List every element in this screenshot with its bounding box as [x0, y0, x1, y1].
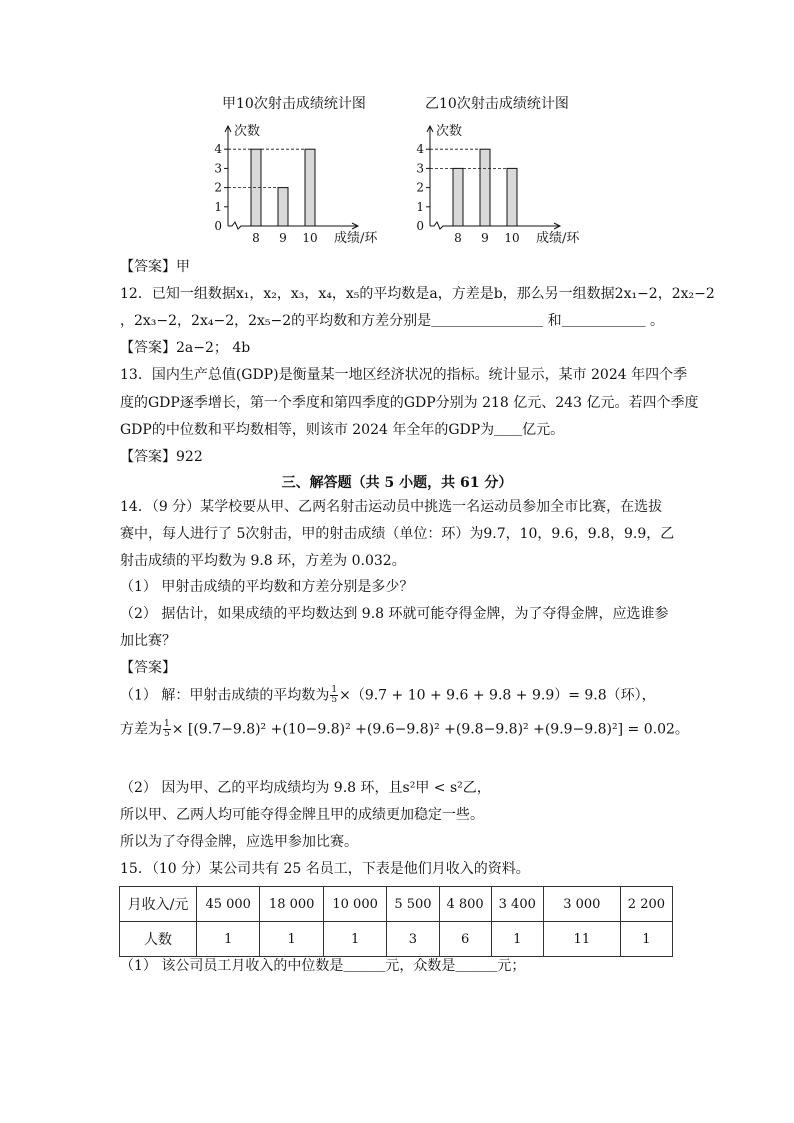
bar: [453, 168, 463, 226]
q14-line2: 赛中，每人进行了 5次射击，甲的射击成绩（单位：环）为9.7，10，9.6，9.8，9.9，乙: [120, 526, 675, 542]
q13-line2: 度的GDP逐季增长，第一个季度和第四季度的GDP分别为 218 亿元、243 亿元。若四个季度: [120, 395, 699, 411]
fraction: $\frac{1}{5}$: [331, 685, 338, 705]
table-cell: 1: [197, 922, 260, 957]
x-tick-label: 8: [252, 231, 260, 245]
fraction: $\frac{1}{5}$: [164, 719, 170, 739]
x-tick-label: 8: [454, 231, 462, 245]
table-cell: 1: [260, 922, 323, 957]
y-tick-label: 4: [416, 142, 424, 157]
bar: [278, 188, 288, 226]
y-axis-label: 次数: [436, 124, 463, 139]
income-table: [119, 886, 673, 957]
answer-11: [120, 258, 190, 276]
bar: [507, 168, 517, 226]
y-tick-label: 0: [416, 219, 424, 233]
y-tick-label: 1: [416, 199, 424, 214]
answer-13: [120, 448, 203, 466]
table-cell: 3 400: [491, 887, 543, 922]
q14-sub2b: 加比赛？: [120, 633, 176, 649]
answer-value: 922: [176, 449, 203, 465]
q14-ans2-line2: 所以甲、乙两人均可能夺得金牌且甲的成绩更加稳定一些。: [120, 807, 484, 823]
row-label-income: 月收入/元: [120, 887, 197, 922]
answer-12: [120, 339, 250, 357]
y-axis-label: 次数: [234, 124, 261, 139]
y-tick-label: 4: [214, 142, 222, 157]
bar: [305, 149, 315, 226]
table-cell: 2 200: [620, 887, 672, 922]
chart-right: [398, 116, 598, 248]
x-tick-label: 10: [504, 231, 520, 245]
y-tick-label: 3: [416, 161, 424, 176]
q14-line3: 射击成绩的平均数为 9.8 环，方差为 0.032。: [120, 553, 406, 569]
q14-line1: 14．（9 分）某学校要从甲、乙两名射击运动员中挑选一名运动员参加全市比赛，在选拔: [120, 499, 663, 515]
table-cell: 6: [439, 922, 491, 957]
q12-line2: ，2x₃−2，2x₄−2，2x₅−2的平均数和方差分别是＿＿＿＿＿＿＿＿ 和＿＿＿＿＿＿ 。: [120, 313, 665, 329]
table-cell: 1: [323, 922, 386, 957]
x-tick-label: 9: [279, 231, 287, 245]
answer-value: 甲: [176, 259, 190, 275]
y-tick-label: 1: [214, 199, 222, 214]
q13-line3: GDP的中位数和平均数相等，则该市 2024 年全年的GDP为＿＿亿元。: [120, 422, 565, 438]
answer-label: 【答案】: [120, 449, 176, 465]
chart-left: [196, 116, 396, 248]
x-axis: [228, 222, 358, 229]
q14-answer-line1-rest: ×（9.7 + 10 + 9.6 + 9.8 + 9.9）= 9.8（环），: [339, 687, 656, 704]
q14-answer-line2: [120, 720, 689, 744]
table-cell: 5 500: [387, 887, 439, 922]
chart-left-title: 甲10次射击成绩统计图: [222, 96, 366, 112]
y-tick-label: 2: [416, 180, 424, 195]
q14-ans2-line1: （2） 因为甲、乙的平均成绩均为 9.8 环，且s²甲 < s²乙，: [120, 780, 491, 796]
q13-line1: 13．国内生产总值(GDP)是衡量某一地区经济状况的指标。统计显示，某市 2024 年四个季: [120, 367, 688, 383]
answer-value: 2a−2； 4b: [176, 340, 251, 356]
q14-sub1: （1） 甲射击成绩的平均数和方差分别是多少？: [120, 579, 414, 595]
answer-14-label: 【答案】: [120, 660, 176, 676]
table-cell: 18 000: [260, 887, 323, 922]
x-tick-label: 9: [481, 231, 489, 245]
table-row: [120, 922, 673, 957]
section-heading: 三、解答题（共 5 小题，共 61 分）: [281, 475, 513, 491]
answer-label: 【答案】: [120, 340, 176, 356]
row-label-count: 人数: [120, 922, 197, 957]
q14-sub2a: （2） 据估计，如果成绩的平均数达到 9.8 环就可能夺得金牌，为了夺得金牌，应选谁参: [120, 606, 669, 622]
chart-right-title: 乙10次射击成绩统计图: [425, 96, 569, 112]
q15-line1: 15．（10 分）某公司共有 25 名员工，下表是他们月收入的资料。: [120, 861, 530, 877]
y-tick-label: 2: [214, 180, 222, 195]
table-cell: 1: [620, 922, 672, 957]
q14-answer-line1-text: （1） 解：甲射击成绩的平均数为: [120, 687, 330, 704]
q14-ans2-line3: 所以为了夺得金牌，应选甲参加比赛。: [120, 834, 358, 850]
x-axis-label: 成绩/环: [334, 231, 378, 246]
table-cell: 4 800: [439, 887, 491, 922]
q12-line1: 12．已知一组数据x₁，x₂，x₃，x₄，x₅的平均数是a，方差是b，那么另一组数据2x₁−2，2x₂−2: [120, 286, 715, 302]
q14-answer-line2-text: 方差为: [120, 721, 162, 738]
bar: [480, 149, 490, 226]
y-tick-label: 0: [214, 219, 222, 233]
x-axis-label: 成绩/环: [536, 231, 580, 246]
x-tick-label: 10: [302, 231, 318, 245]
table-cell: 45 000: [197, 887, 260, 922]
table-cell: 3 000: [543, 887, 620, 922]
table-cell: 10 000: [323, 887, 386, 922]
table-cell: 1: [491, 922, 543, 957]
q14-answer-line1: [120, 686, 656, 710]
answer-label: 【答案】: [120, 259, 176, 275]
table-cell: 11: [543, 922, 620, 957]
x-axis: [430, 222, 560, 229]
y-tick-label: 3: [214, 161, 222, 176]
q15-sub1: （1） 该公司员工月收入的中位数是＿＿＿元，众数是＿＿＿元；: [120, 958, 526, 974]
table-row: [120, 887, 673, 922]
q14-answer-line2-rest: × [(9.7−9.8)² +(10−9.8)² +(9.6−9.8)² +(9.8−9.8)² +(9.9−9.8)²] = 0.02。: [171, 721, 689, 738]
table-cell: 3: [387, 922, 439, 957]
